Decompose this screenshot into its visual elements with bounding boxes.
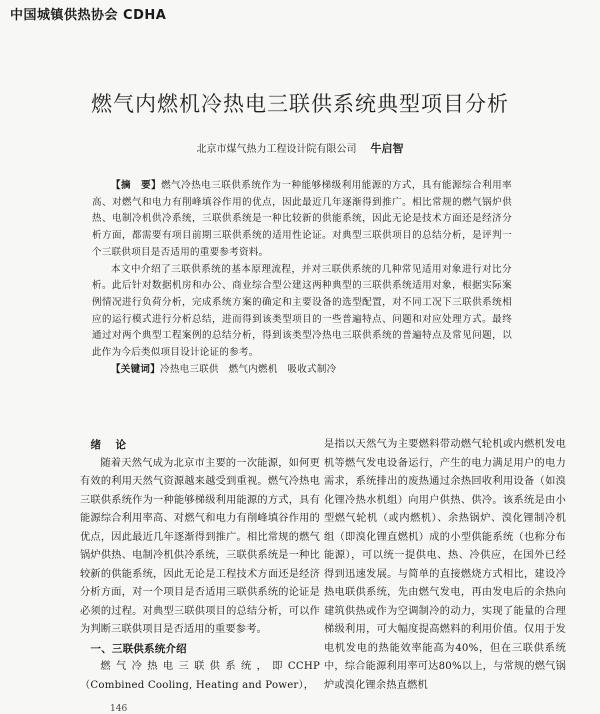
intro-paragraph: 随着天然气成为北京市主要的一次能源，如何更有效的利用天然气资源越来越受到重视。燃气冷热电三联供系统作为一种能够梯级利用能源的方式，具有能源综合利用率高、对燃气和电力有削峰填谷作用的优点，因此最近几年逐渐得到推广。相比常规的燃气锅炉供热、电制冷机供冷系统，三联供系统是一种比较新的供能系统，因此无论是工程技术方面还是经济分析方面，对一个项目是否适用三联供系统的论证是必须的过程。对典型三联供项目的总结分析，可以作为判断三联供项目是否适用的重要参考。 (80, 457, 320, 635)
section-1-paragraph: 燃气冷热电三联供系统，即CCHP（Combined Cooling, Heating and Power）， (80, 661, 320, 691)
author-affiliation: 北京市煤气热力工程设计院有限公司 (196, 144, 357, 155)
section-1-heading: 一、三联供系统介绍 (90, 642, 187, 655)
article-title: 燃气内燃机冷热电三联供系统典型项目分析 (91, 92, 509, 116)
abstract-paragraph-1 (92, 178, 512, 262)
body-column-right (324, 436, 566, 695)
organization-header: 中国城镇供热协会 CDHA (10, 8, 167, 23)
keywords-label: 【关键词】 (111, 363, 161, 375)
intro-heading: 绪 论 (90, 439, 128, 451)
abstract (92, 178, 512, 378)
section-1-paragraph-continued: 是指以天然气为主要燃料带动燃气轮机或内燃机发电机等燃气发电设备运行，产生的电力满足用户的电力需求，系统排出的废热通过余热回收利用设备（如溴化锂冷热水机组）向用户供热、供冷。该系统是由小型燃气轮机（或内燃机）、余热锅炉、溴化锂制冷机组（即溴化锂直燃机）成的小型供能系统（也称分布能源），可以统一提供电、热、冷供应，在国外已经得到迅速发展。与简单的直接燃烧方式相比，建设冷热电联供系统，先由燃气发电，再由发电后的余热向建筑供热或作为空调制冷的动力，实现了能量的合理梯级利用，可大幅度提高燃料的利用价值。仅用于发电机发电的热能效率能高为40%，但在三联供系统中，综合能源利用率可达80%以上，与常规的燃气锅炉或溴化锂余热直燃机 (324, 439, 566, 691)
author-name: 牛启智 (370, 142, 404, 155)
keywords (92, 362, 512, 379)
abstract-paragraph-2: 本文中介绍了三联供系统的基本原理流程，并对三联供系统的几种常见适用对象进行对比分析。此后针对数据机房和办公、商业综合型公建这两种典型的三联供系统适用对象，根据实际案例情况进行负荷分析，完成系统方案的确定和主要设备的选型配置，对不同工况下三联供系统相应的运行模式进行分析总结，进而得到该类型项目的一些普遍特点、问题和对应处理方式。最终通过对两个典型工程案例的总结分析，得到该类型冷热电三联供系统的普遍特点及常见问题，以此作为今后类似项目设计论证的参考。 (92, 263, 512, 359)
abstract-text-1: 燃气冷热电三联供系统作为一种能够梯级利用能源的方式，具有能源综合利用率高、对燃气和电力有削峰填谷作用的优点，因此最近几年逐渐得到推广。相比常规的燃气锅炉供热、电制冷机供冷系统，三联供系统是一种比较新的供能系统，因此无论是技术方面还是经济分析方面，都需要有项目前期三联供系统的适用性论证。对典型三联供项目的总结分析，是评判一个三联供项目是否适用的重要参考资料。 (92, 180, 512, 258)
body-column-left (80, 436, 320, 695)
abstract-label: 【摘 要】 (111, 180, 162, 191)
author-line (0, 140, 600, 156)
keywords-text: 冷热电三联供 燃气内燃机 吸收式制冷 (160, 363, 337, 375)
page-number: 146 (110, 704, 128, 714)
